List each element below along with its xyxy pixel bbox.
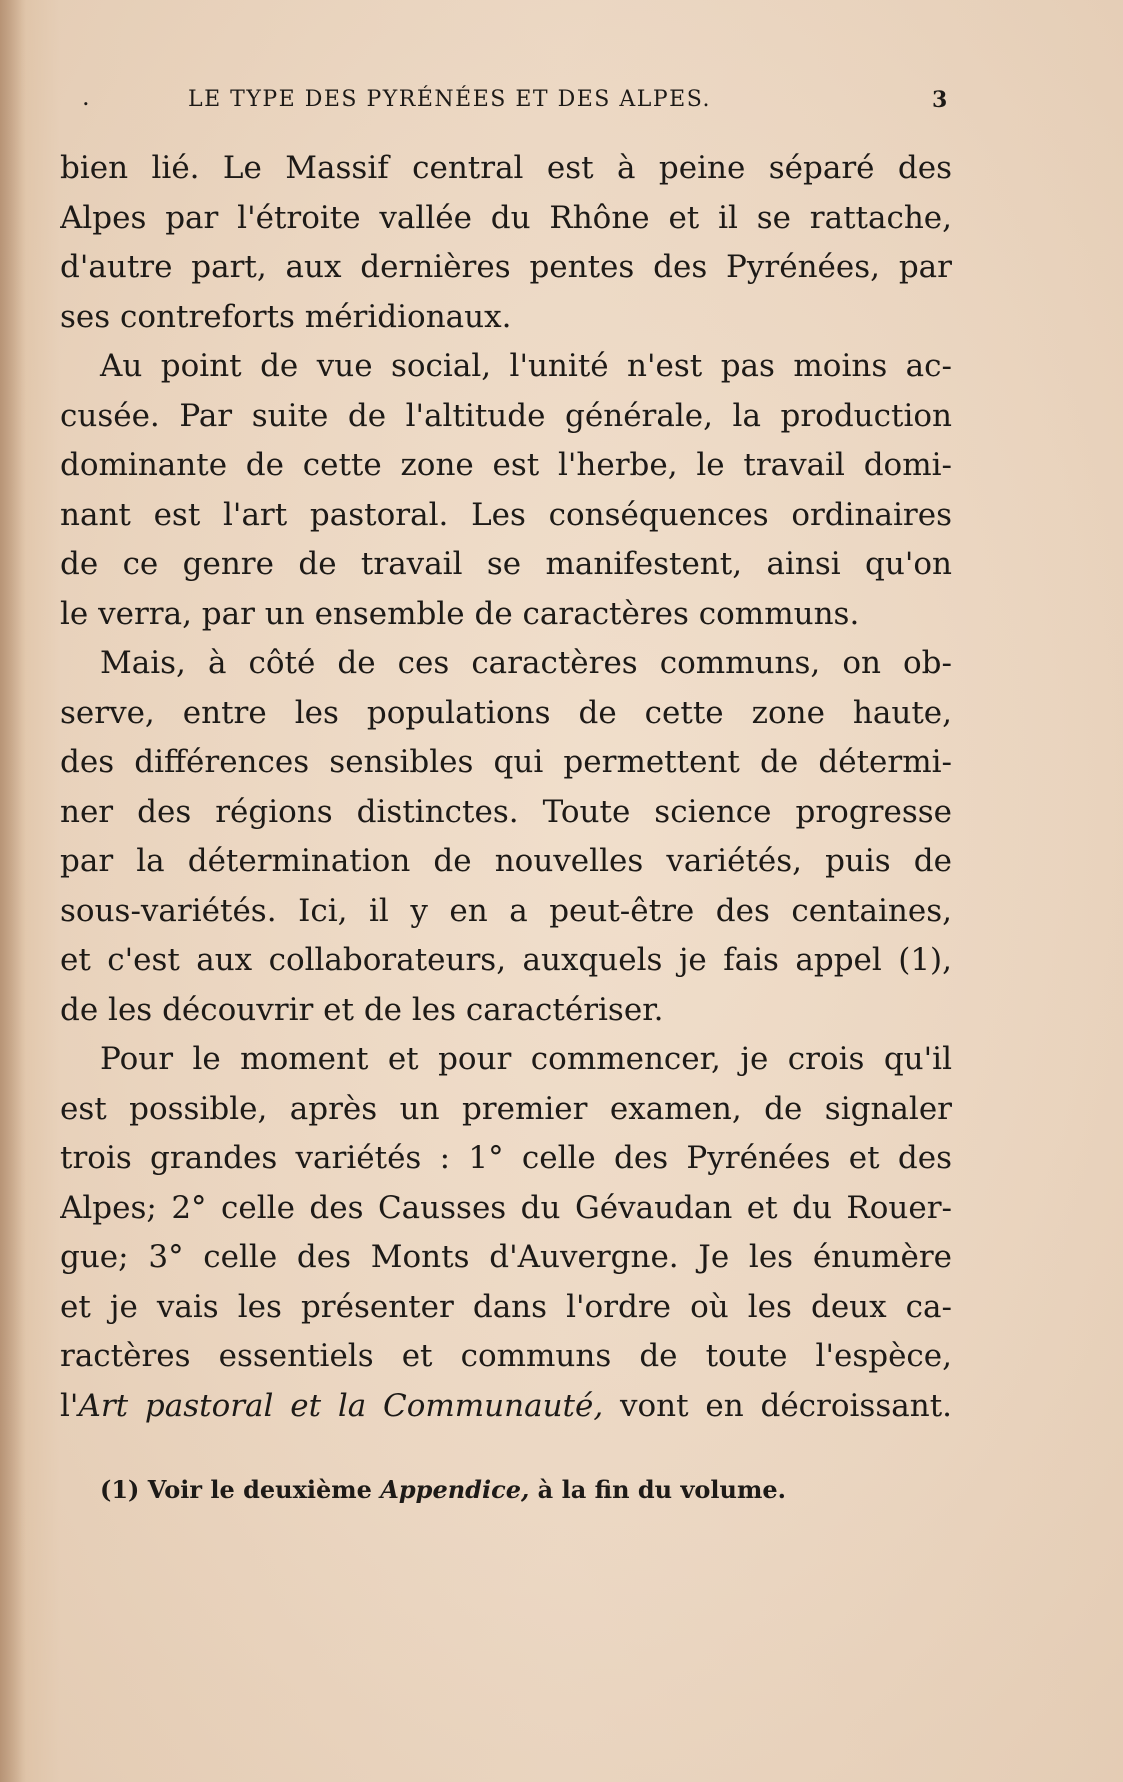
- text-line: Mais, à côté de ces caractères communs, on ob-: [100, 645, 952, 681]
- text-line: et je vais les présenter dans l'ordre où les deux ca-: [60, 1288, 952, 1325]
- running-head-title: LE TYPE DES PYRÉNÉES ET DES ALPES.: [188, 87, 711, 112]
- text-fragment: vont en décroissant.: [603, 1387, 952, 1424]
- paragraph: [60, 342, 952, 639]
- running-head: [60, 83, 960, 115]
- text-line: nant est l'art pastoral. Les conséquences ordinaires: [60, 496, 952, 533]
- text-line: bien lié. Le Massif central est à peine séparé des: [60, 150, 952, 186]
- text-line: est possible, après un premier examen, de signaler: [60, 1090, 952, 1127]
- text-line: d'autre part, aux dernières pentes des Pyrénées, par: [60, 249, 952, 285]
- page-number: 3: [932, 87, 948, 113]
- text-line: ractères essentiels et communs de toute l'espèce,: [60, 1338, 952, 1374]
- footnote-text: Voir le deuxième: [139, 1475, 381, 1504]
- paragraph: [60, 1035, 952, 1431]
- footnote-mark: (1): [100, 1475, 140, 1504]
- body-text: [60, 144, 952, 1424]
- footnote-text: à la fin du volume.: [529, 1475, 786, 1504]
- text-line: ner des régions distinctes. Toute science progresse: [60, 793, 952, 830]
- text-line: par la détermination de nouvelles variétés, puis de: [60, 843, 952, 879]
- text-line: serve, entre les populations de cette zone haute,: [60, 694, 952, 731]
- text-line: Au point de vue social, l'unité n'est pas moins ac-: [100, 348, 952, 384]
- text-line: sous-variétés. Ici, il y en a peut-être des centaines,: [60, 892, 952, 929]
- text-line: de ce genre de travail se manifestent, ainsi qu'on: [60, 546, 952, 582]
- text-line: Alpes par l'étroite vallée du Rhône et il se rattache,: [60, 199, 952, 236]
- text-fragment: l': [60, 1387, 79, 1424]
- text-line: ses contreforts méridionaux.: [60, 298, 512, 335]
- footnote: [100, 1475, 860, 1509]
- italic-title: Art pastoral et la Communauté,: [78, 1387, 604, 1424]
- text-line-mixed: [60, 1382, 952, 1432]
- text-line: cusée. Par suite de l'altitude générale, la production: [60, 397, 952, 434]
- text-line: trois grandes variétés : 1° celle des Pyrénées et des: [60, 1140, 952, 1176]
- text-line: dominante de cette zone est l'herbe, le travail domi-: [60, 447, 952, 483]
- text-line: et c'est aux collaborateurs, auxquels je fais appel (1),: [60, 942, 952, 978]
- page-edge-shadow: [0, 0, 26, 1782]
- text-line: de les découvrir et de les caractériser.: [60, 991, 664, 1028]
- paragraph: [60, 144, 952, 342]
- footnote-italic: Appendice,: [380, 1475, 530, 1504]
- paragraph: [60, 639, 952, 1035]
- text-line: des différences sensibles qui permettent de détermi-: [60, 744, 952, 780]
- text-line: Pour le moment et pour commencer, je crois qu'il: [100, 1041, 952, 1077]
- text-line: gue; 3° celle des Monts d'Auvergne. Je les énumère: [60, 1239, 952, 1275]
- text-line: Alpes; 2° celle des Causses du Gévaudan et du Rouer-: [60, 1189, 952, 1226]
- text-line: le verra, par un ensemble de caractères communs.: [60, 595, 860, 632]
- running-head-dot: .: [82, 83, 90, 111]
